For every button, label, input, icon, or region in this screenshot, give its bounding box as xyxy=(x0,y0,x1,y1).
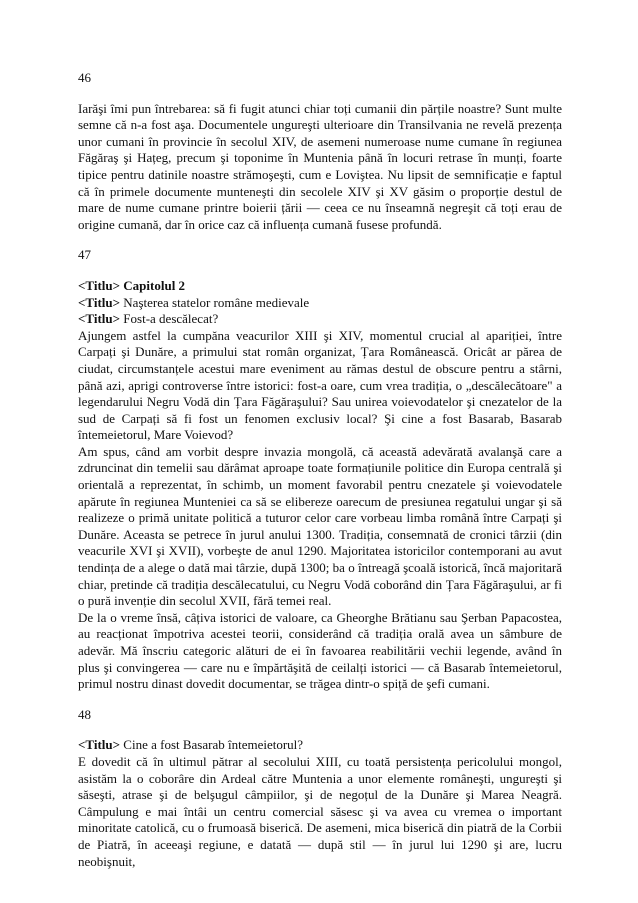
title-tag: <Titlu> xyxy=(78,737,121,753)
document-page xyxy=(78,70,562,870)
title-line xyxy=(78,295,562,312)
title-tag: <Titlu> xyxy=(78,311,121,327)
title-tag: <Titlu> xyxy=(78,294,121,310)
paragraph: De la o vreme însă, câțiva istorici de valoare, ca Gheorghe Brătianu sau Şerban Papacostea, au reacționat împotriva acestei teorii, considerând că tradiția orală avea un sâmbure de adevăr. Mă înscriu categoric alături de ei în favoarea reabilitării vechii legende, având în plus şi convingerea — care nu e împărtăşită de ceilalți istorici — că Basarab întemeietorul, primul nostru dinast dovedit documentar, se trăgea dintr-o spiță de şefi cumani. xyxy=(78,609,562,692)
section-title: Cine a fost Basarab întemeietorul? xyxy=(120,737,304,753)
paragraph: Iarăşi îmi pun întrebarea: să fi fugit atunci chiar toți cumanii din părțile noastre? Sunt multe semne că n-a fost aşa. Documentele ungureşti ulterioare din Transilvania ne revelă prezența unor cumani în provincie în secolul XIV, de asemeni numeroase nume cumane în regiunea Făgăraş şi Hațeg, precum şi toponime în Muntenia până în locuri retrase în munți, foarte tipice pentru datinile noastre strămoşeşti, cum e Loviştea. Nu lipsit de semnificație e faptul că în primele documente munteneşti din secolele XIV şi XV găsim o proporție destul de mare de nume cumane printre boierii țării — ceea ce nu înseamnă negreşit că toți erau de origine cumană, dar în orice caz că influența cumană fusese profundă. xyxy=(78,100,562,232)
section-title: Fost-a descălecat? xyxy=(120,311,219,327)
title-tag: <Titlu> xyxy=(78,277,121,293)
page-number: 46 xyxy=(78,70,91,85)
title-line xyxy=(78,311,562,328)
title-line xyxy=(78,278,562,295)
page-number: 47 xyxy=(78,247,91,263)
paragraph: Ajungem astfel la cumpăna veacurilor XIII şi XIV, momentul crucial al apariției, între Carpați şi Dunăre, a primului stat român organizat, Țara Românească. Oricât ar părea de ciudat, circumstanțele acestui mare eveniment au rămas destul de obscure pentru a stârni, până azi, aprigi controverse între istorici: fost-a oare, cum vrea tradiția, o „descălecătoare" a legendarului Negru Vodă din Țara Făgăraşului? Sau unirea voievodatelor şi cnezatelor de la sud de Carpați să fi fost un fenomen exclusiv local? Şi cine a fost Basarab, Basarab întemeietorul, Mare Voievod? xyxy=(78,327,562,443)
paragraph: Am spus, când am vorbit despre invazia mongolă, că această adevărată avalanşă care a zdruncinat din temelii sau dărâmat aproape toate formațiunile politice din Europa centrală şi orientală a reprezentat, în schimb, un moment favorabil pentru cnezatele şi voievodatele apărute în regiunea Munteniei ca să se elibereze oarecum de presiunea regatului ungar şi să realizeze o primă unitate politică a tuturor celor care vorbeau limba română între Carpați şi Dunăre. Aceasta se petrece în jurul anului 1300. Tradiția, consemnată de cronici târzii (din veacurile XVI şi XVII), vorbeşte de anul 1290. Majoritatea istoricilor contemporani au avut tendința de a alege o dată mai târzie, după 1300; ba o întreagă şcoală istorică, încă majoritară chiar, pretinde că tradiția descălecatului, cu Negru Vodă coborând din Țara Făgăraşului, ar fi o pură invenție din secolul XVII, fără temei real. xyxy=(78,443,562,609)
title-line xyxy=(78,737,562,754)
chapter-title: Capitolul 2 xyxy=(120,277,186,293)
section-title: Naşterea statelor române medievale xyxy=(120,294,310,310)
paragraph: E dovedit că în ultimul pătrar al secolului XIII, cu toată persistența pericolului mongol, asistăm la o coborâre din Ardeal către Muntenia a unor elemente româneşti, ungureşti şi săseşti, atrase şi de belşugul câmpiilor, şi de negoțul de la Dunăre şi Marea Neagră. Câmpulung e mai întâi un centru comercial săsesc şi va avea cu vremea o important minoritate catolică, cu o frumoasă biserică. De asemeni, mica biserică din piatră de la Corbii de Piatră, în aceeaşi regiune, e datată — după stil — în jurul lui 1290 şi are, lucru neobişnuit, xyxy=(78,753,562,869)
page-number: 48 xyxy=(78,706,91,722)
